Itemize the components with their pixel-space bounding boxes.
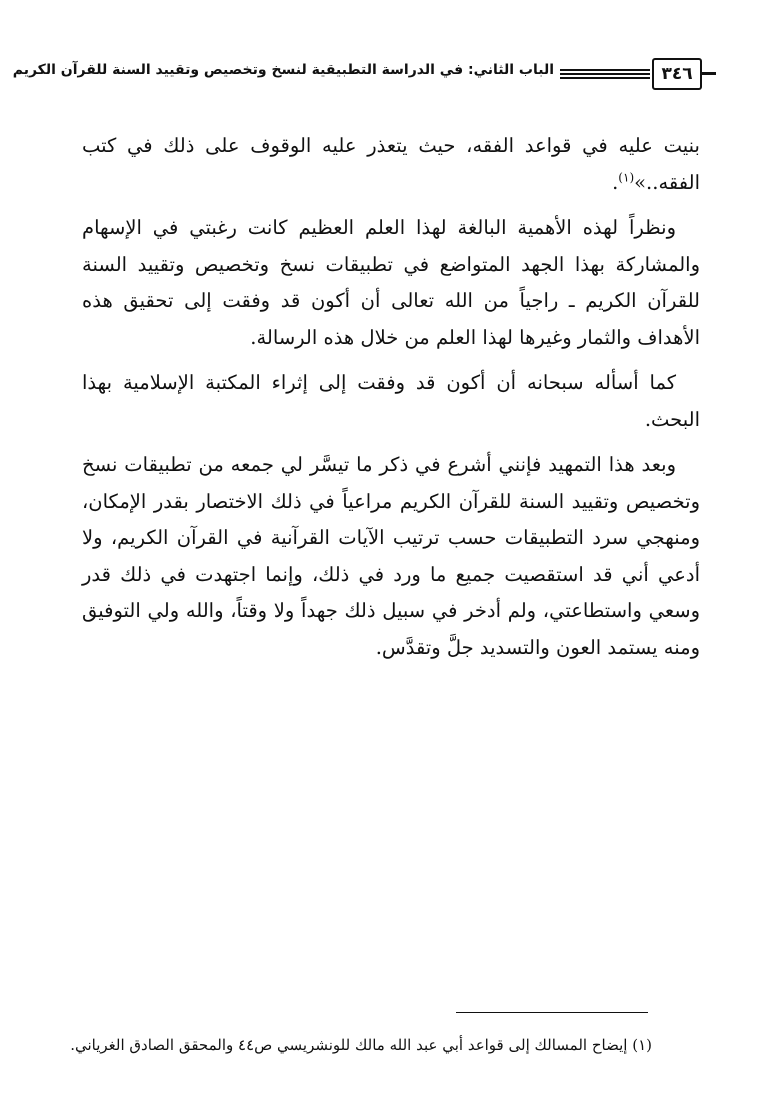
paragraph: ونظراً لهذه الأهمية البالغة لهذا العلم العظيم كانت رغبتي في الإسهام والمشاركة بهذا الجهد المتواضع في تطبيقات نسخ وتخصيص وتقييد السنة للقرآن الكريم ـ راجياً من الله تعالى أن أكون قد وفقت إلى تحقيق هذه الأهداف والثمار وغيرها لهذا العلم من خلال هذه الرسالة.	[82, 216, 700, 349]
header-rule	[560, 77, 650, 79]
paragraph-text: بنيت عليه في قواعد الفقه، حيث يتعذر عليه الوقوف على ذلك في كتب الفقه..»	[82, 134, 700, 194]
header-rule	[560, 73, 650, 75]
footnote: (١) إيضاح المسالك إلى قواعد أبي عبد الله مالك للونشريسي ص٤٤ والمحقق الصادق الغرياني.	[70, 1036, 652, 1054]
header-rule	[560, 69, 650, 71]
running-title: الباب الثاني: في الدراسة التطبيقية لنسخ وتخصيص وتقييد السنة للقرآن الكريم	[12, 62, 554, 78]
page-number-tick	[702, 72, 716, 75]
page-number: ٣٤٦	[652, 58, 702, 90]
running-header	[12, 58, 702, 98]
paragraph: بنيت عليه في قواعد الفقه، حيث يتعذر عليه الوقوف على ذلك في كتب الفقه..»$^{(١)}$.	[82, 134, 700, 194]
paragraph: وبعد هذا التمهيد فإنني أشرع في ذكر ما تيسَّر لي جمعه من تطبيقات نسخ وتخصيص وتقييد السنة للقرآن الكريم مراعياً في ذلك الاختصار بقدر الإمكان، ومنهجي سرد التطبيقات حسب ترتيب الآيات القرآنية في القرآن الكريم، ولا أدعي أني قد استقصيت جميع ما ورد في ذلك، وإنما اجتهدت في ذلك قدر وسعي واستطاعتي، ولم أدخر في سبيل ذلك جهداً ولا وقتاً، والله ولي التوفيق ومنه يستمد العون والتسديد جلَّ وتقدَّس.	[82, 453, 700, 659]
footnote-reference: (١)	[618, 170, 635, 184]
main-text	[82, 128, 700, 675]
footnote-separator	[456, 1012, 648, 1013]
paragraph: كما أسأله سبحانه أن أكون قد وفقت إلى إثراء المكتبة الإسلامية بهذا البحث.	[82, 371, 700, 431]
